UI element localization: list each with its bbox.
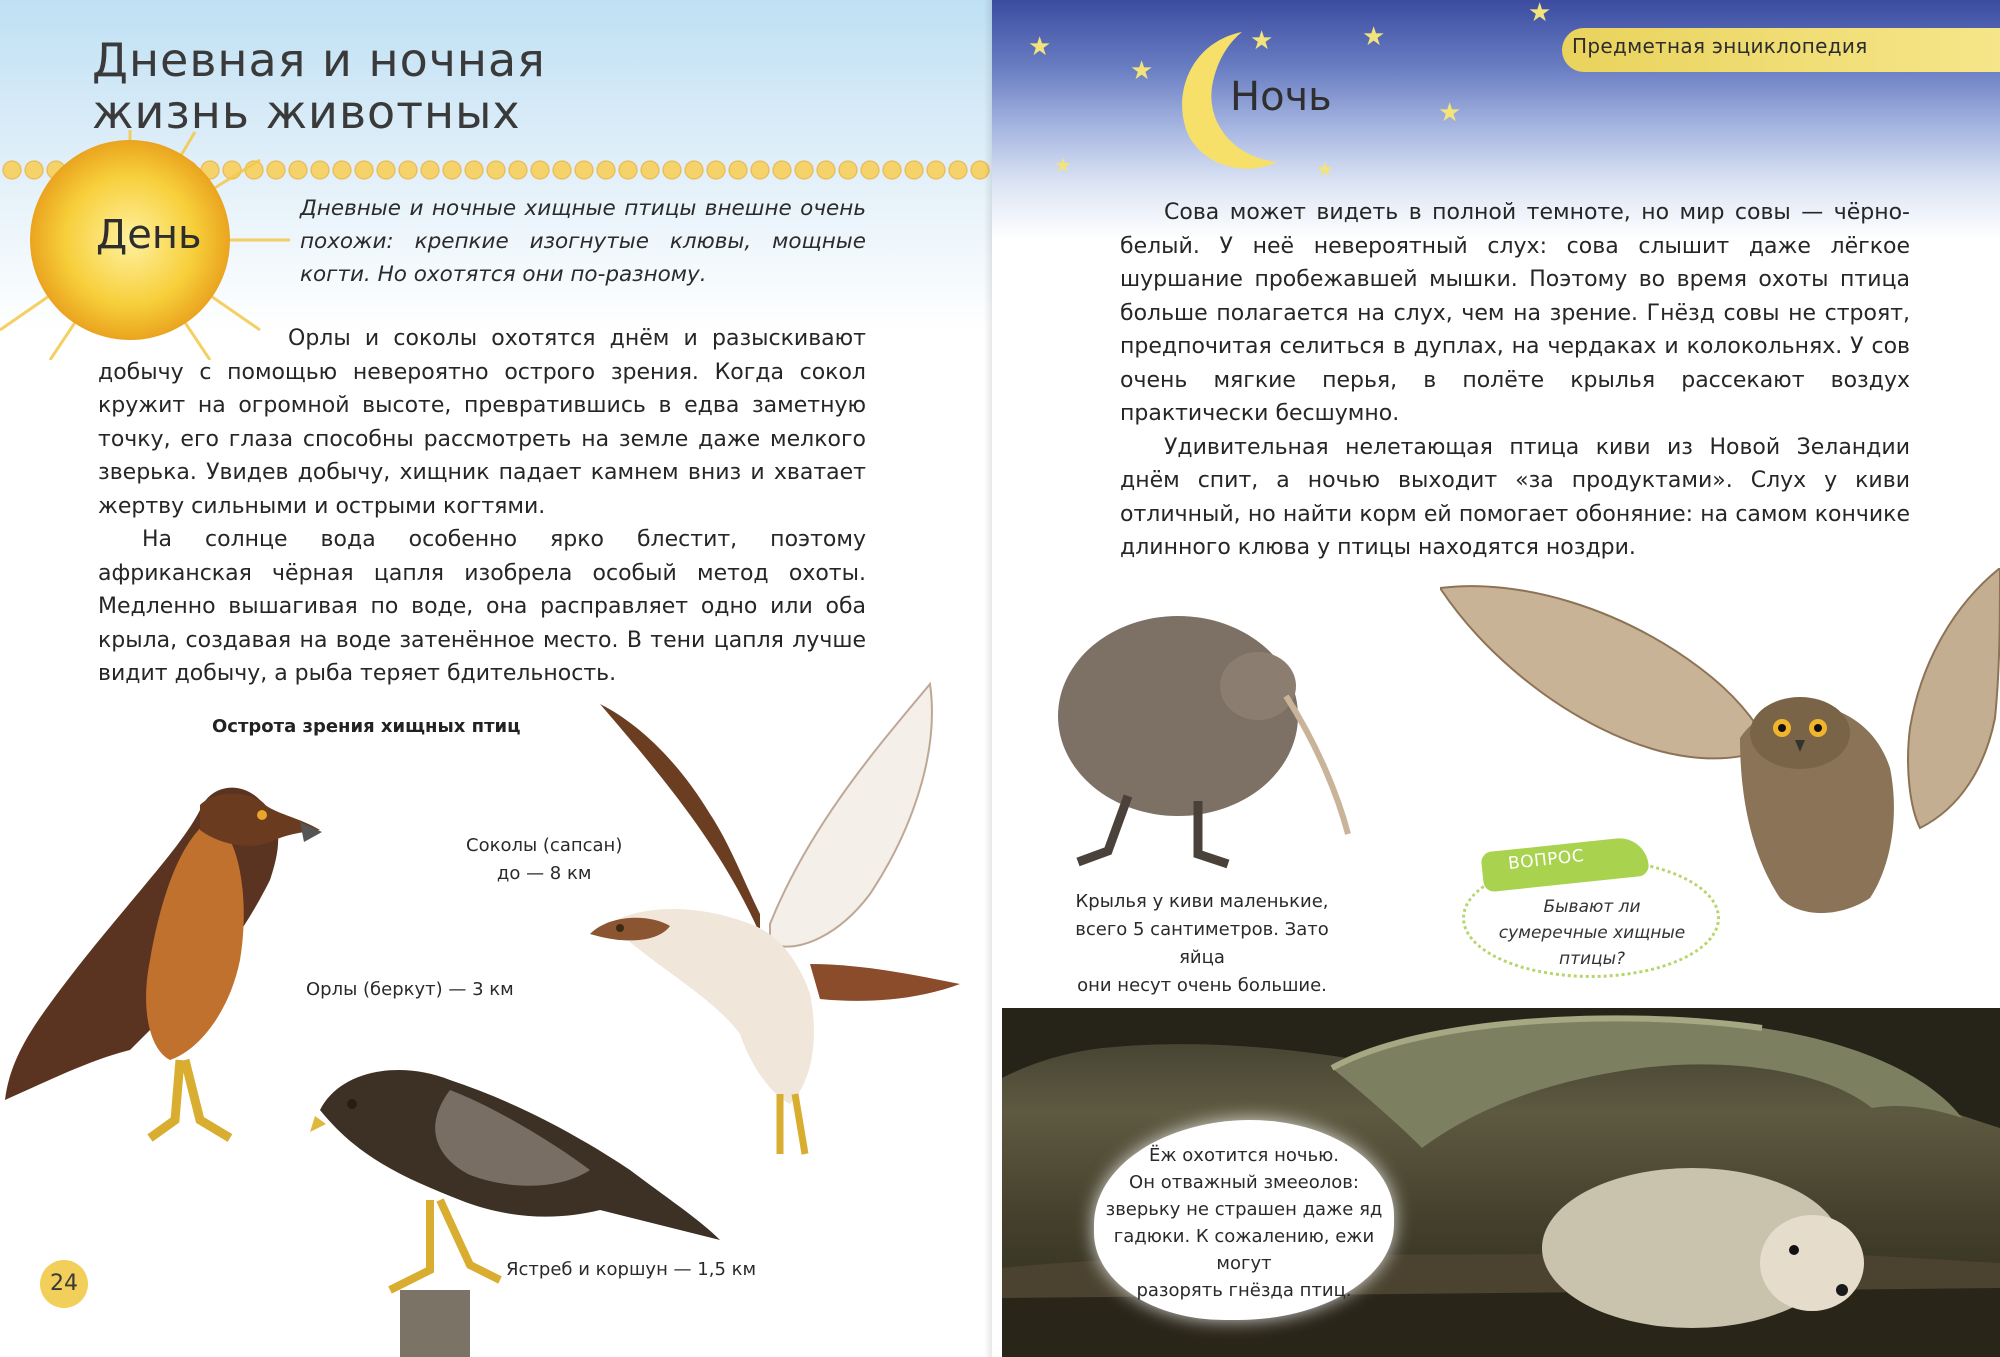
star-icon: ★ [1316, 157, 1334, 181]
section-label-day: День [96, 212, 202, 258]
falcon-label-line1: Соколы (сапсан) [466, 835, 623, 856]
star-icon: ★ [1250, 26, 1274, 56]
star-icon: ★ [1362, 22, 1386, 52]
kiwi-caption-line1: Крылья у киви маленькие, [1075, 891, 1329, 912]
page-title-line1: Дневная и ночная [92, 33, 546, 87]
star-icon: ★ [1528, 0, 1552, 28]
page-number: 24 [40, 1260, 88, 1308]
right-page [992, 0, 2000, 1357]
paragraph-eagles-falcons: Орлы и соколы охотятся днём и разыскивают добычу с помощью невероятно острого зрения. Когда сокол кружит на огромной высоте, превратившись в едва заметную точку, его глаза способны рассмотреть на земле даже мелкого зверька. Увидев добычу, хищник падает камнем вниз и хватает жертву сильными и острыми когтями. [98, 326, 866, 519]
right-body-text [1120, 196, 1910, 565]
page-title-line2: жизнь животных [92, 85, 521, 139]
falcon-label-line2: до — 8 км [496, 863, 592, 884]
star-icon: ★ [1054, 153, 1072, 177]
hedgehog-caption-line5: разорять гнёзда птиц. [1136, 1280, 1352, 1301]
section-label-night: Ночь [1230, 74, 1332, 120]
question-text: Бывают ли сумеречные хищные птицы? [1498, 897, 1686, 969]
kiwi-caption [1052, 888, 1352, 1000]
hedgehog-caption-line3: зверьку не страшен даже яд [1105, 1199, 1383, 1220]
left-page [0, 0, 992, 1357]
intro-text: Дневные и ночные хищные птицы внешне очень похожи: крепкие изогнутые клювы, мощные когти. Но охотятся они по-разному. [300, 196, 866, 287]
hedgehog-caption-line2: Он отважный змееолов: [1129, 1172, 1359, 1193]
hedgehog-photo [1002, 1008, 2000, 1357]
encyclopedia-badge-label: Предметная энциклопедия [1572, 34, 1868, 58]
paragraph-kiwi: Удивительная нелетающая птица киви из Новой Зеландии днём спит, а ночью выходит «за продуктами». Слух у киви отличный, но найти корм ей помогает обоняние: на самом кончике длинного клюва у птицы находятся ноздри. [1120, 434, 1910, 560]
kiwi-illustration [1048, 606, 1388, 876]
star-icon: ★ [1130, 56, 1154, 86]
paragraph-owl: Сова может видеть в полной темноте, но мир совы — чёрно-белый. У неё невероятный слух: сова слышит даже лёгкое шуршание пробежавшей мышки. Поэтому во время охоты птица больше полагается на слух, чем на зрение. Гнёзд совы не строят, предпочитая селиться в дуплах, на чердаках и колокольнях. У сов очень мягкие перья, в полёте крылья рассекают воздух практически бесшумно. [1120, 200, 1910, 426]
left-body-text [98, 322, 866, 691]
kiwi-caption-line2: всего 5 сантиметров. Зато яйца [1075, 919, 1329, 968]
hawk-label: Ястреб и коршун — 1,5 км [506, 1259, 757, 1280]
kiwi-caption-line3: они несут очень большие. [1077, 975, 1327, 996]
vision-chart-caption: Острота зрения хищных птиц [212, 716, 521, 737]
eagle-illustration [0, 760, 330, 1160]
eagle-label: Орлы (беркут) — 3 км [306, 979, 514, 1000]
question-tag-label: ВОПРОС [1507, 846, 1586, 874]
hedgehog-caption-line4: гадюки. К сожалению, ежи могут [1113, 1226, 1375, 1274]
paragraph-heron: На солнце вода особенно ярко блестит, поэтому африканская чёрная цапля изобрела особый метод охоты. Медленно вышагивая по воде, она расправляет одно или оба крыла, создавая на воде затенённое место. В тени цапля лучше видит добычу, а рыба теряет бдительность. [98, 527, 866, 686]
star-icon: ★ [1438, 98, 1462, 128]
star-icon: ★ [1028, 32, 1052, 62]
falcon-label [466, 832, 622, 888]
perched-hawk-illustration [310, 1050, 730, 1357]
hedgehog-caption-line1: Ёж охотится ночью. [1148, 1145, 1339, 1166]
hedgehog-caption [1104, 1142, 1384, 1304]
